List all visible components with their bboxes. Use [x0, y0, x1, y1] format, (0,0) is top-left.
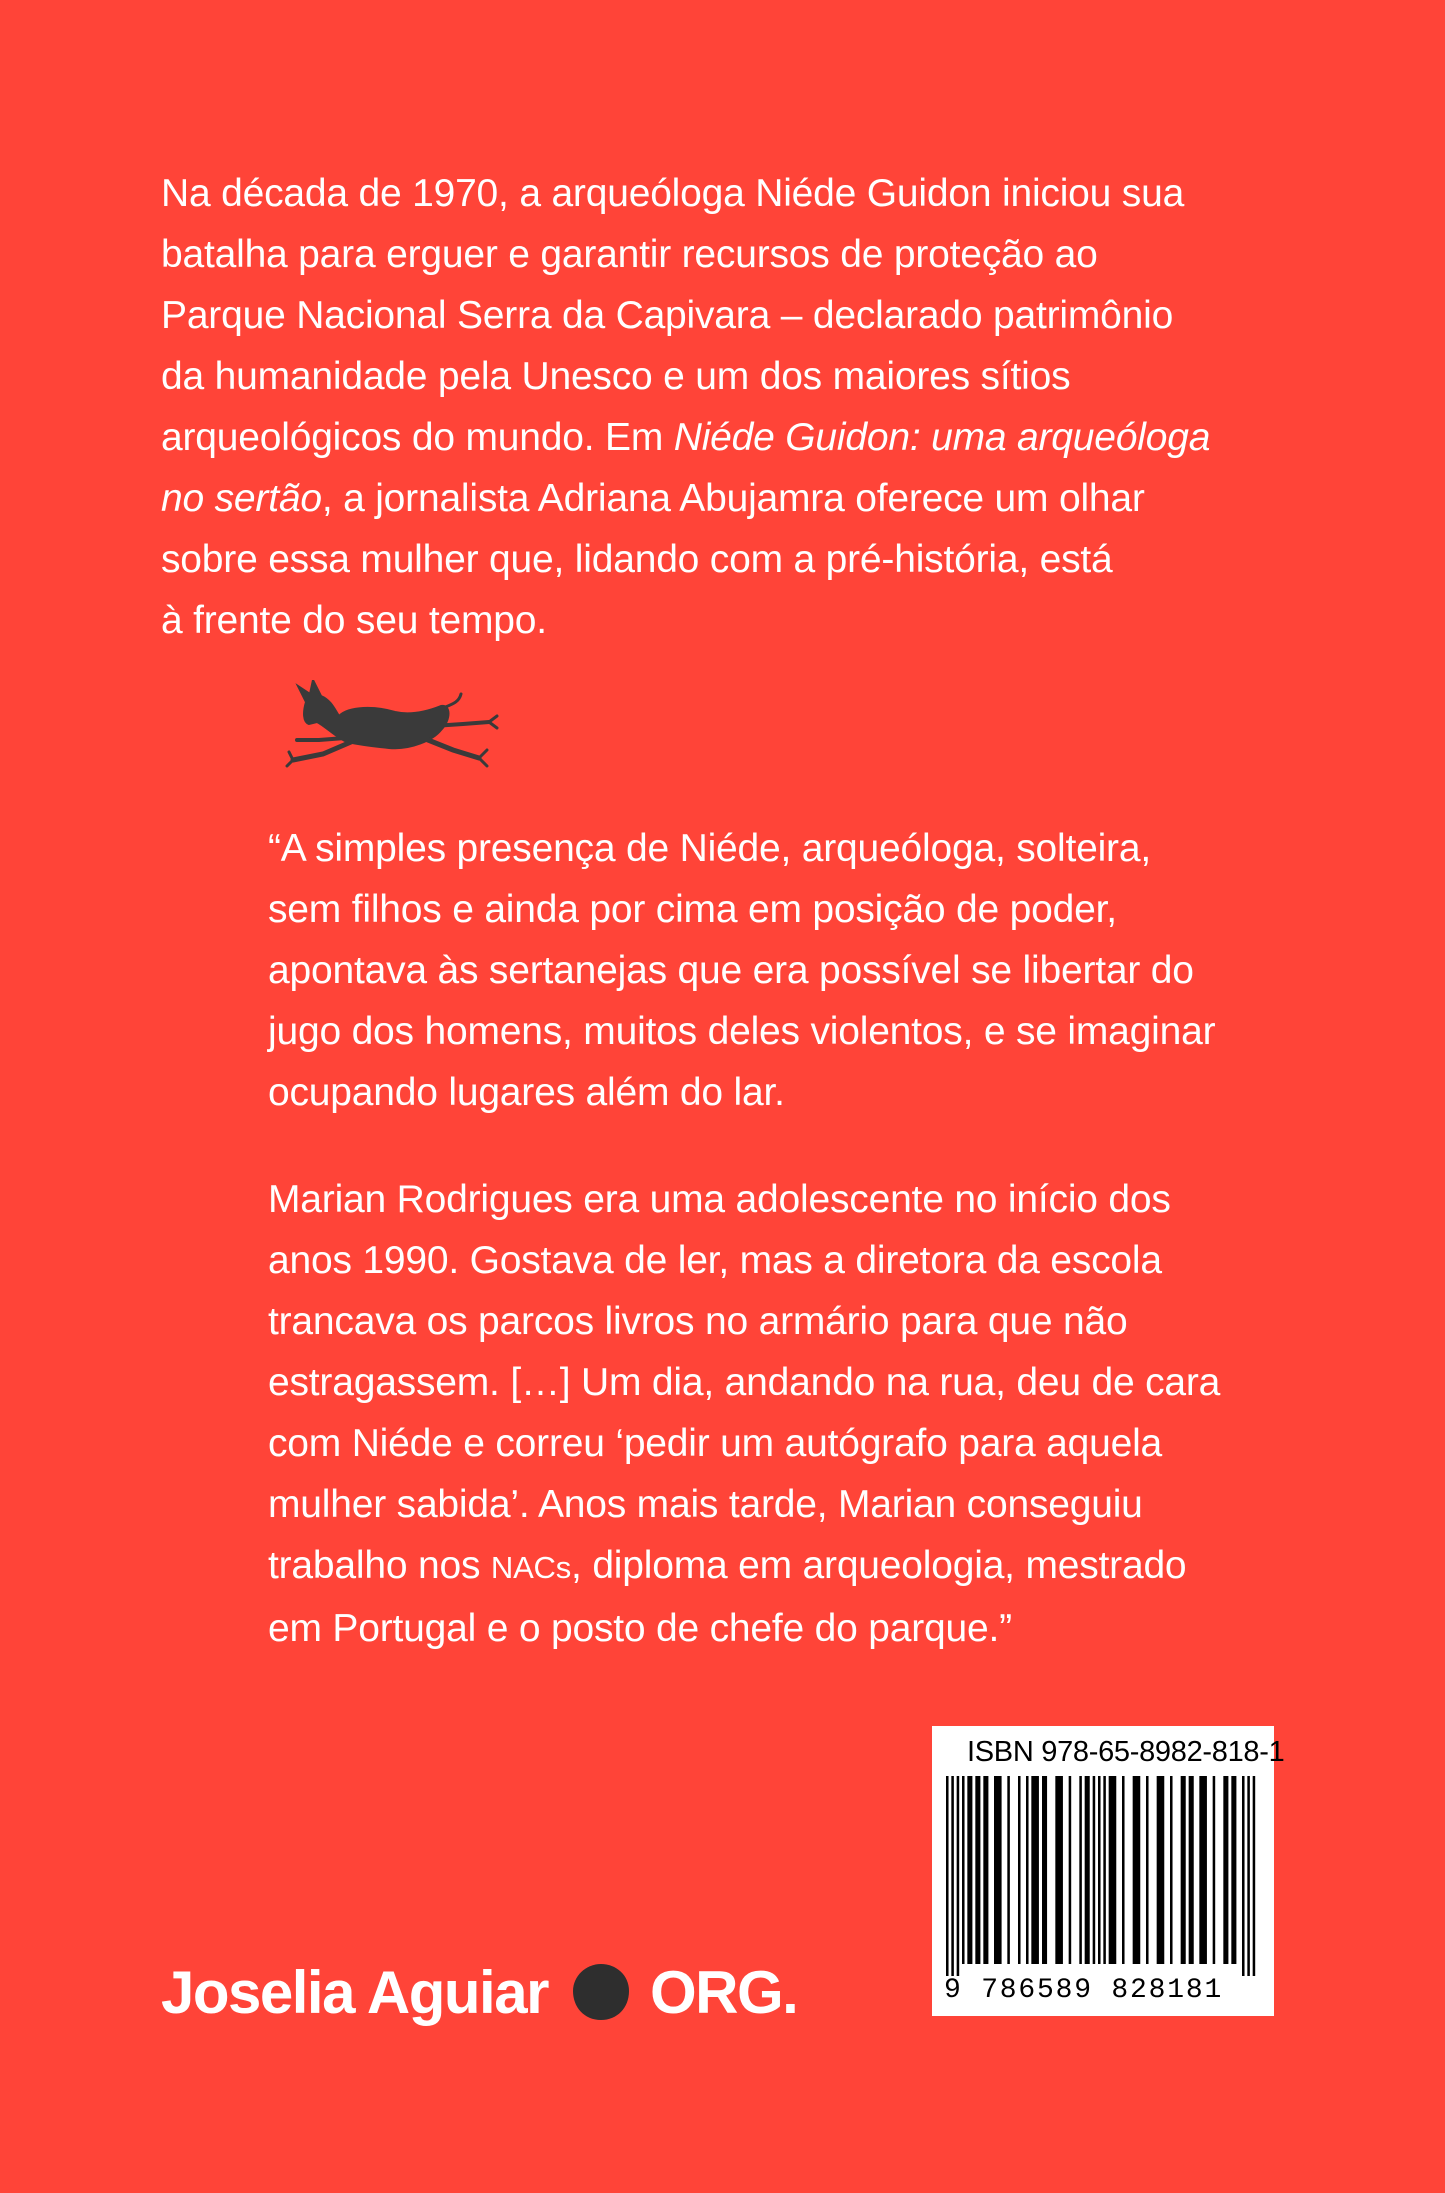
isbn-label: ISBN 978-65-8982-818-1 [967, 1736, 1285, 1768]
nacs-abbreviation: NACs [490, 1550, 572, 1585]
quote-paragraph-2 [268, 1169, 1388, 1659]
quote-line: em Portugal e o posto de chefe do parque.” [268, 1607, 1012, 1650]
quote-line: mulher sabida’. Anos mais tarde, Marian conseguiu [268, 1483, 1143, 1526]
quote-line: apontava às sertanejas que era possível se libertar do [268, 949, 1194, 992]
quote-line: estragassem. […] Um dia, andando na rua, deu de cara [268, 1361, 1221, 1404]
quote-line: sem filhos e ainda por cima em posição de poder, [268, 888, 1117, 931]
intro-line-3: Parque Nacional Serra da Capivara – declarado patrimônio [161, 294, 1174, 337]
intro-line-5 [161, 407, 1311, 468]
intro-line-8: à frente do seu tempo. [161, 599, 547, 642]
ink-dot-icon [570, 1961, 632, 2023]
quote-line: jugo dos homens, muitos deles violentos, e se imaginar [268, 1010, 1216, 1053]
intro-line-6-text: , a jornalista Adriana Abujamra oferece um olhar [321, 477, 1145, 520]
intro-line-7: sobre essa mulher que, lidando com a pré-história, está [161, 538, 1113, 581]
intro-line-2: batalha para erguer e garantir recursos de proteção ao [161, 233, 1098, 276]
quote-line: ocupando lugares além do lar. [268, 1071, 785, 1114]
intro-line-6 [161, 468, 1311, 529]
intro-paragraph [161, 163, 1311, 651]
isbn-barcode [932, 1726, 1285, 2016]
rock-painting-animal-icon [283, 680, 523, 784]
book-title-part-1: Niéde Guidon: uma arqueóloga [673, 416, 1211, 459]
barcode-bars [946, 1776, 1260, 1976]
quote-line: “A simples presença de Niéde, arqueóloga, solteira, [268, 827, 1151, 870]
quote-line: anos 1990. Gostava de ler, mas a diretora da escola [268, 1239, 1162, 1282]
quote-line-text: trabalho nos [268, 1544, 491, 1587]
quote-line: Marian Rodrigues era uma adolescente no início dos [268, 1178, 1171, 1221]
book-title-part-2: no sertão [161, 477, 322, 520]
intro-line-4: da humanidade pela Unesco e um dos maiores sítios [161, 355, 1071, 398]
quote-paragraph-1 [268, 818, 1388, 1123]
author-role: ORG. [649, 1958, 798, 2026]
quote-line: trancava os parcos livros no armário para que não [268, 1300, 1128, 1343]
author-credit [161, 1952, 797, 2032]
intro-line-1: Na década de 1970, a arqueóloga Niéde Guidon iniciou sua [161, 172, 1185, 215]
quote-line [268, 1535, 1388, 1598]
quote-line-text: , diploma em arqueologia, mestrado [571, 1544, 1187, 1587]
quote-line: com Niéde e correu ‘pedir um autógrafo para aquela [268, 1422, 1163, 1465]
barcode-digits: 9 786589 828181 [944, 1975, 1224, 2006]
author-name: Joselia Aguiar [161, 1958, 548, 2026]
intro-line-5-text: arqueológicos do mundo. Em [161, 416, 674, 459]
